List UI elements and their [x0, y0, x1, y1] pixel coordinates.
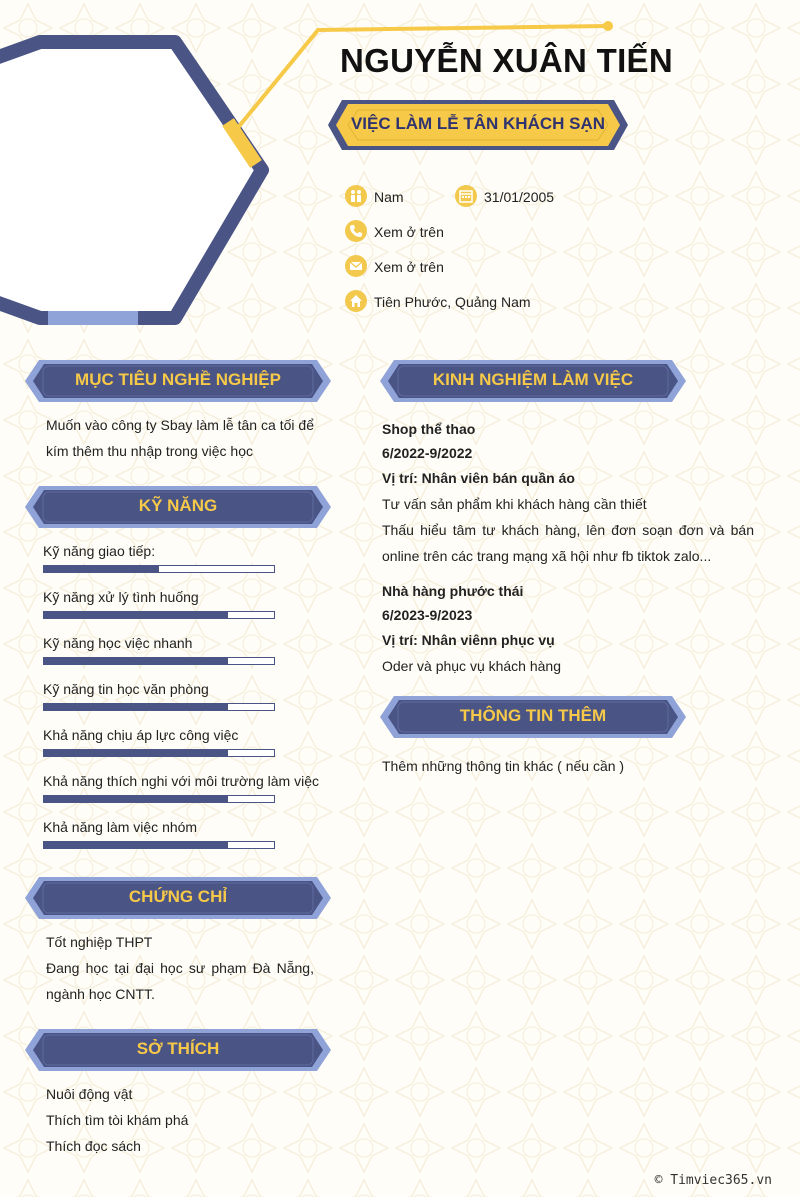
job-title-banner	[328, 98, 628, 152]
phone-value: Xem ở trên	[374, 224, 444, 240]
skill-level-fill	[44, 612, 228, 618]
skill-level-bar	[43, 565, 275, 573]
address-value: Tiên Phước, Quảng Nam	[374, 294, 531, 310]
additional-info-banner	[380, 695, 686, 739]
skill-level-fill	[44, 658, 228, 664]
certificate-line-1: Tốt nghiệp THPT	[46, 934, 153, 950]
certificates-banner	[25, 876, 331, 920]
skill-label: Khả năng làm việc nhóm	[43, 819, 198, 835]
skill-level-bar	[43, 749, 275, 757]
gender-icon	[345, 185, 367, 207]
certificates-title: CHỨNG CHỈ	[128, 887, 228, 906]
email-icon	[345, 255, 367, 277]
skills-title: KỸ NĂNG	[138, 496, 218, 515]
skill-level-fill	[44, 750, 228, 756]
skill-level-bar	[43, 611, 275, 619]
job-company: Nhà hàng phước thái	[382, 583, 524, 599]
skill-level-bar	[43, 657, 275, 665]
skill-label: Khả năng thích nghi với môi trường làm việc	[43, 773, 319, 789]
skill-label: Kỹ năng xử lý tình huống	[43, 589, 199, 605]
candidate-name: NGUYỄN XUÂN TIẾN	[340, 42, 673, 79]
calendar-icon	[455, 185, 477, 207]
skill-label: Kỹ năng giao tiếp:	[43, 543, 156, 559]
skill-label: Kỹ năng tin học văn phòng	[43, 681, 209, 697]
gender-value: Nam	[374, 189, 404, 205]
additional-info-title: THÔNG TIN THÊM	[459, 706, 607, 725]
hobbies-banner	[25, 1028, 331, 1072]
job-description: Oder và phục vụ khách hàng	[382, 658, 562, 674]
job-title: VIỆC LÀM LỄ TÂN KHÁCH SẠN	[350, 114, 606, 133]
job-position: Vị trí: Nhân viênn phục vụ	[382, 632, 555, 648]
job-company: Shop thể thao	[382, 421, 476, 437]
skill-level-bar	[43, 841, 275, 849]
certificate-line-2: Đang học tại đại học sư phạm Đà Nẵng, ngành học CNTT.	[46, 960, 314, 1002]
hobbies-title: SỞ THÍCH	[136, 1039, 220, 1058]
skill-level-fill	[44, 796, 228, 802]
skill-level-fill	[44, 842, 228, 848]
job-period: 6/2022-9/2022	[382, 445, 473, 461]
skill-level-bar	[43, 703, 275, 711]
objective-banner	[25, 359, 331, 403]
additional-info-text: Thêm những thông tin khác ( nếu cần )	[382, 758, 625, 774]
hobby-item: Thích tìm tòi khám phá	[46, 1112, 189, 1128]
hobby-item: Thích đọc sách	[46, 1138, 141, 1154]
skill-label: Kỹ năng học việc nhanh	[43, 635, 193, 651]
job-period: 6/2023-9/2023	[382, 607, 473, 623]
skill-level-fill	[44, 566, 159, 572]
email-value: Xem ở trên	[374, 259, 444, 275]
skill-level-fill	[44, 704, 228, 710]
skill-level-bar	[43, 795, 275, 803]
birthday-value: 31/01/2005	[484, 189, 555, 205]
home-icon	[345, 290, 367, 312]
skill-label: Khả năng chịu áp lực công việc	[43, 727, 239, 743]
objective-title: MỤC TIÊU NGHỀ NGHIỆP	[75, 370, 281, 389]
job-description: Tư vấn sản phẩm khi khách hàng cần thiết	[382, 496, 647, 512]
objective-text: Muốn vào công ty Sbay làm lễ tân ca tối để kím thêm thu nhập trong việc học	[46, 417, 314, 459]
job-description: Thấu hiểu tâm tư khách hàng, lên đơn soạn đơn và bán online trên các trang mạng xã hội như fb tiktok zalo...	[382, 522, 754, 564]
job-position: Vị trí: Nhân viên bán quần áo	[382, 470, 575, 486]
experience-banner	[380, 359, 686, 403]
experience-title: KINH NGHIỆM LÀM VIỆC	[432, 370, 634, 389]
phone-icon	[345, 220, 367, 242]
hobby-item: Nuôi động vật	[46, 1086, 133, 1102]
watermark: © Timviec365.vn	[654, 1173, 772, 1188]
skills-banner	[25, 485, 331, 529]
